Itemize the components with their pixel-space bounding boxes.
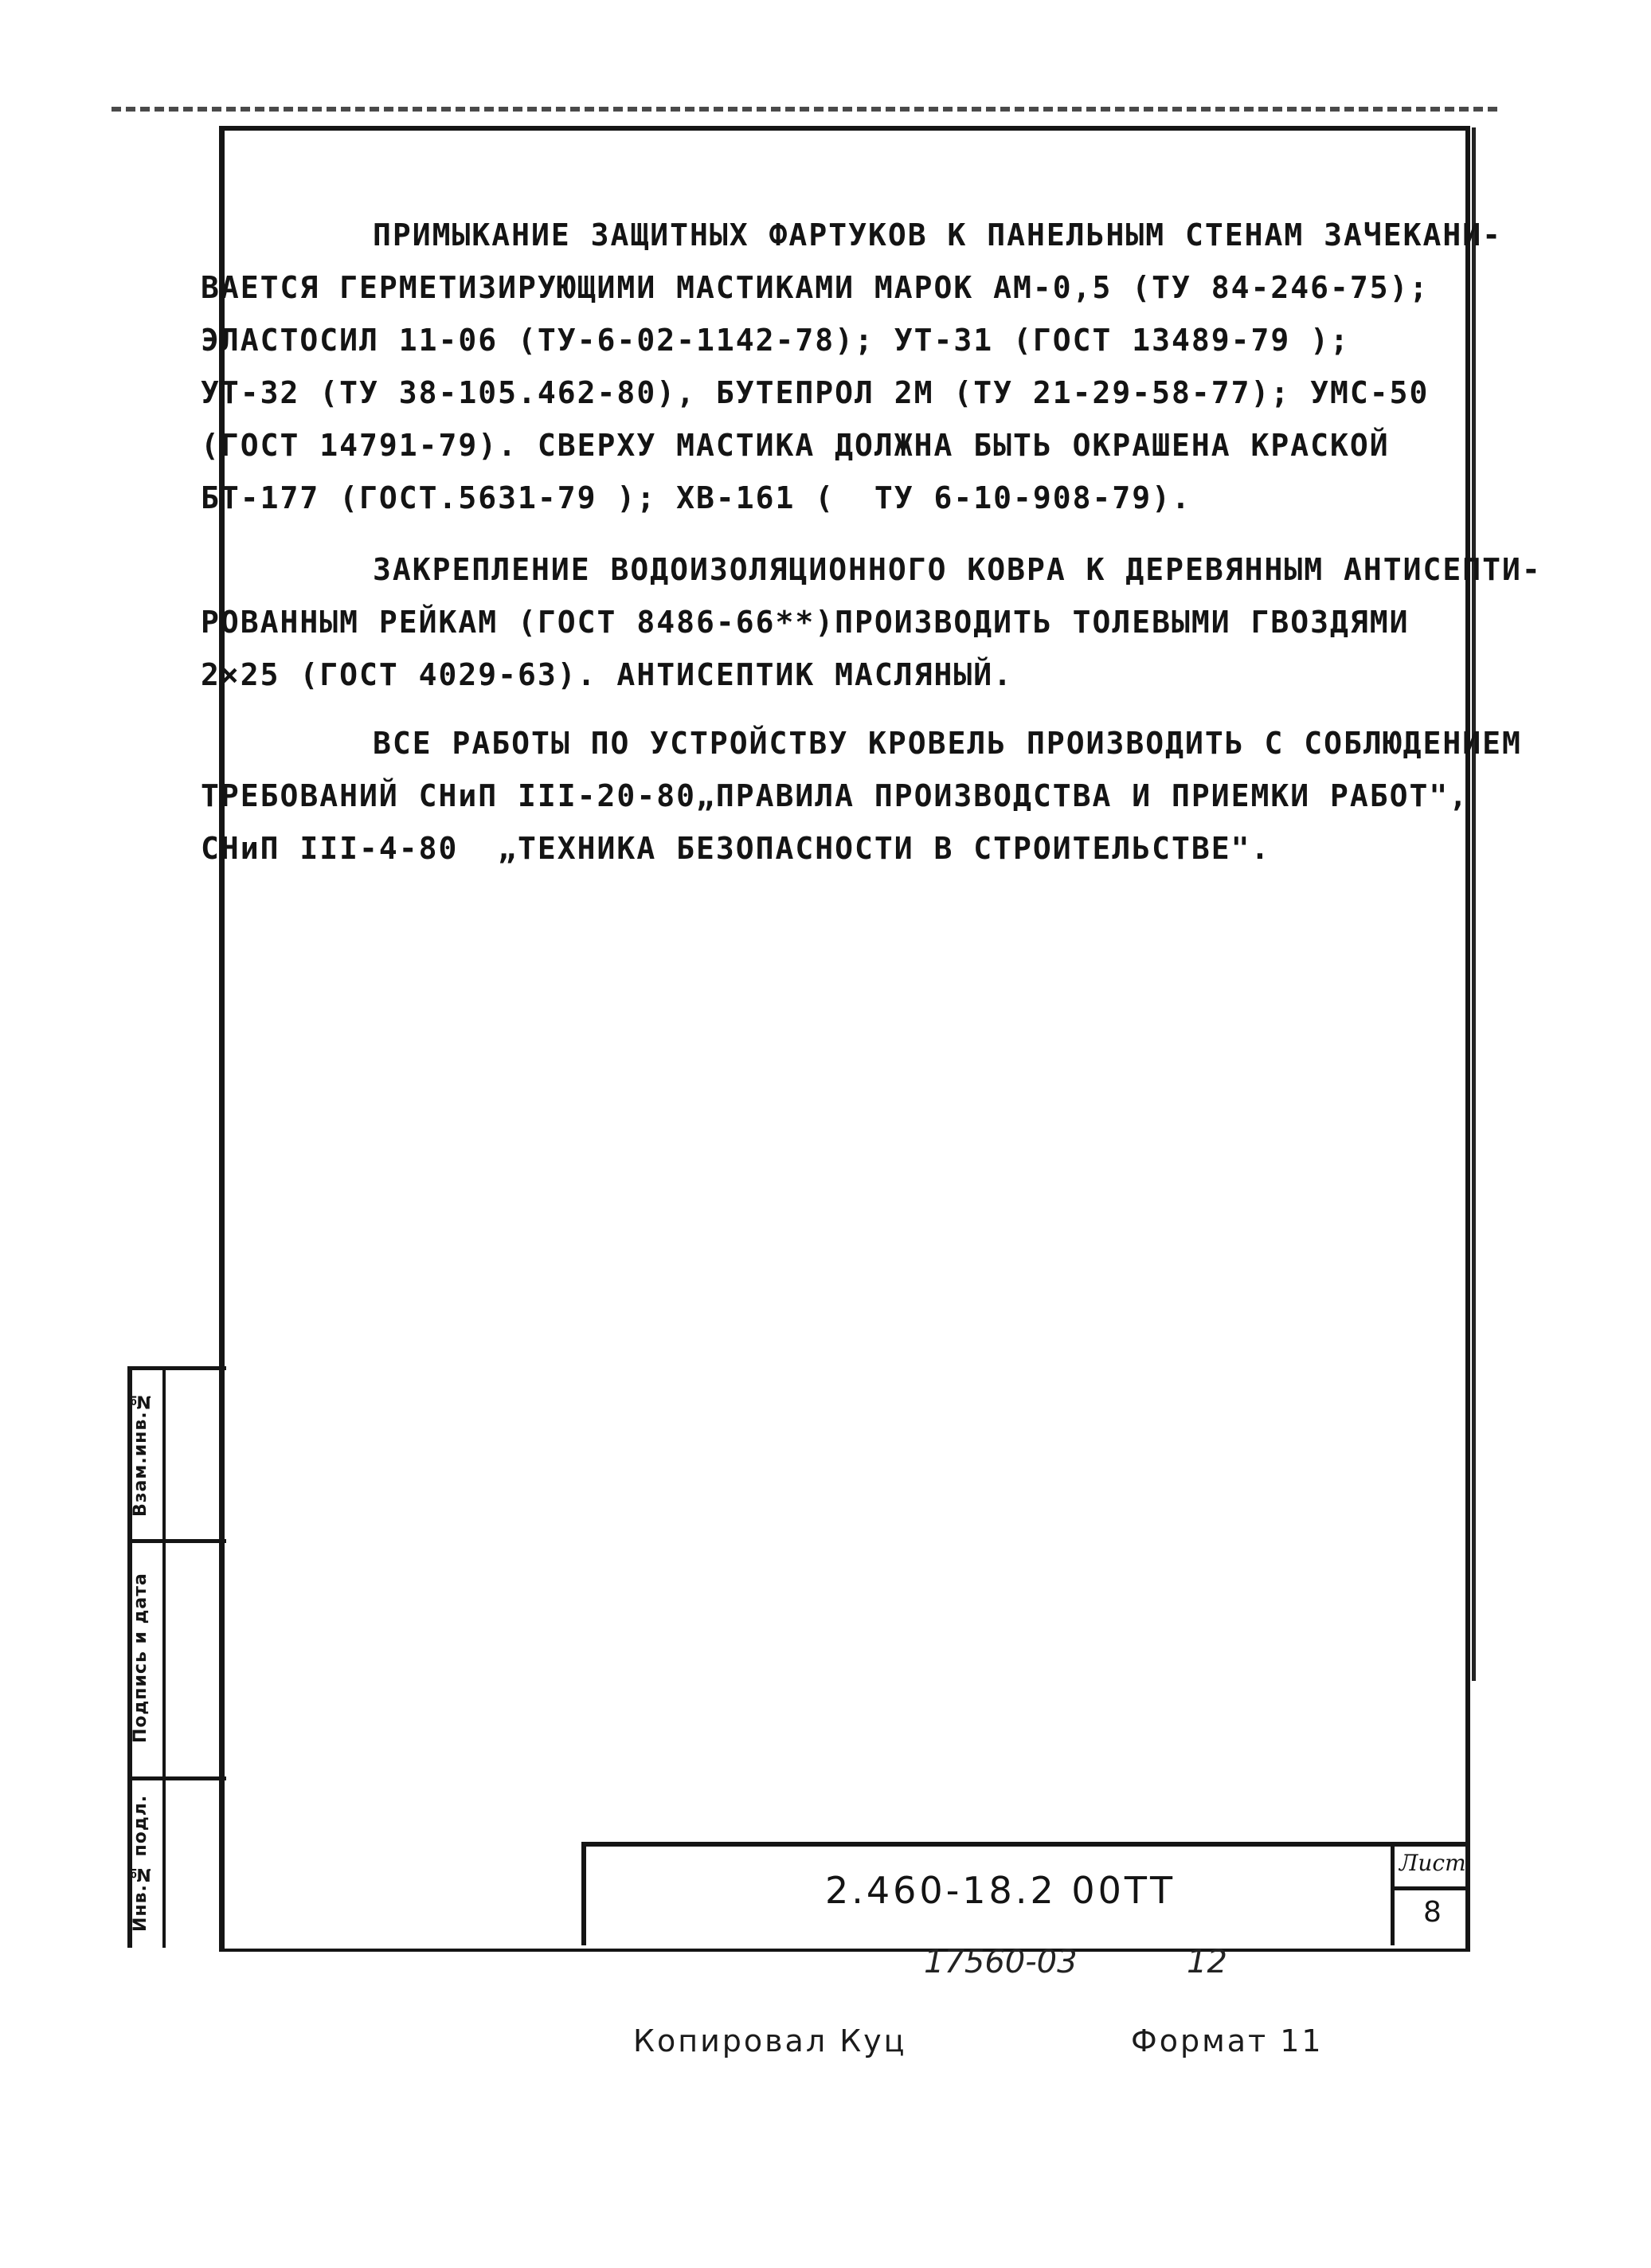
- text-line: ТРЕБОВАНИЙ СНиП III-20-80„ПРАВИЛА ПРОИЗВОДСТВА И ПРИЕМКИ РАБОТ",: [201, 778, 1469, 813]
- text-line: 2×25 (ГОСТ 4029-63). АНТИСЕПТИК МАСЛЯНЫЙ.: [201, 657, 1013, 692]
- side-stamp-strip: [127, 1366, 226, 1948]
- text-line: УТ-32 (ТУ 38-105.462-80), БУТЕПРОЛ 2М (ТУ 21-29-58-77); УМС-50: [201, 375, 1430, 410]
- text-line: ЭЛАСТОСИЛ 11-06 (ТУ-6-02-1142-78); УТ-31 (ГОСТ 13489-79 );: [201, 323, 1350, 358]
- signature-date-label: Подпись и дата: [131, 1573, 151, 1743]
- text-line: ВСЕ РАБОТЫ ПО УСТРОЙСТВУ КРОВЕЛЬ ПРОИЗВОДИТЬ С СОБЛЮДЕНИЕМ: [373, 726, 1522, 761]
- outer-right-border: [1472, 127, 1476, 1681]
- text-line: ЗАКРЕПЛЕНИЕ ВОДОИЗОЛЯЦИОННОГО КОВРА К ДЕРЕВЯННЫМ АНТИСЕПТИ-: [373, 552, 1542, 587]
- sheet-cell: [1391, 1847, 1470, 1945]
- text-line: РОВАННЫМ РЕЙКАМ (ГОСТ 8486-66**)ПРОИЗВОДИТЬ ТОЛЕВЫМИ ГВОЗДЯМИ: [201, 605, 1410, 640]
- title-block-stamp: [581, 1842, 1466, 1945]
- paper-format: Формат 11: [1131, 2023, 1324, 2058]
- text-line: СНиП III-4-80 „ТЕХНИКА БЕЗОПАСНОСТИ В СТРОИТЕЛЬСТВЕ".: [201, 831, 1271, 866]
- sheet-label: Лист: [1399, 1850, 1466, 1876]
- vzam-inv-label: Взам.инв.№: [131, 1390, 151, 1518]
- copied-by: Копировал Куц: [633, 2023, 907, 2058]
- sheet-cell-divider: [1395, 1886, 1470, 1890]
- paragraph-roof-fastening: [201, 543, 1542, 701]
- page-number: 12: [1187, 1944, 1227, 1980]
- document-code: 2.460-18.2 00ТТ: [825, 1869, 1176, 1912]
- text-line: БТ-177 (ГОСТ.5631-79 ); ХВ-161 ( ТУ 6-10-908-79).: [201, 480, 1191, 515]
- paragraph-sealing-mastics: [201, 209, 1503, 524]
- text-line: ВАЕТСЯ ГЕРМЕТИЗИРУЮЩИМИ МАСТИКАМИ МАРОК АМ-0,5 (ТУ 84-246-75);: [201, 270, 1430, 305]
- paragraph-safety-requirements: [201, 717, 1522, 875]
- text-line: (ГОСТ 14791-79). СВЕРХУ МАСТИКА ДОЛЖНА БЫТЬ ОКРАШЕНА КРАСКОЙ: [201, 428, 1390, 463]
- top-border-line: [112, 107, 1497, 112]
- inv-podl-label: Инв.№ подл.: [131, 1794, 151, 1933]
- sheet-number: 8: [1423, 1896, 1442, 1929]
- archive-number: 17560-03: [924, 1944, 1078, 1980]
- text-line: ПРИМЫКАНИЕ ЗАЩИТНЫХ ФАРТУКОВ К ПАНЕЛЬНЫМ СТЕНАМ ЗАЧЕКАНИ-: [373, 217, 1503, 253]
